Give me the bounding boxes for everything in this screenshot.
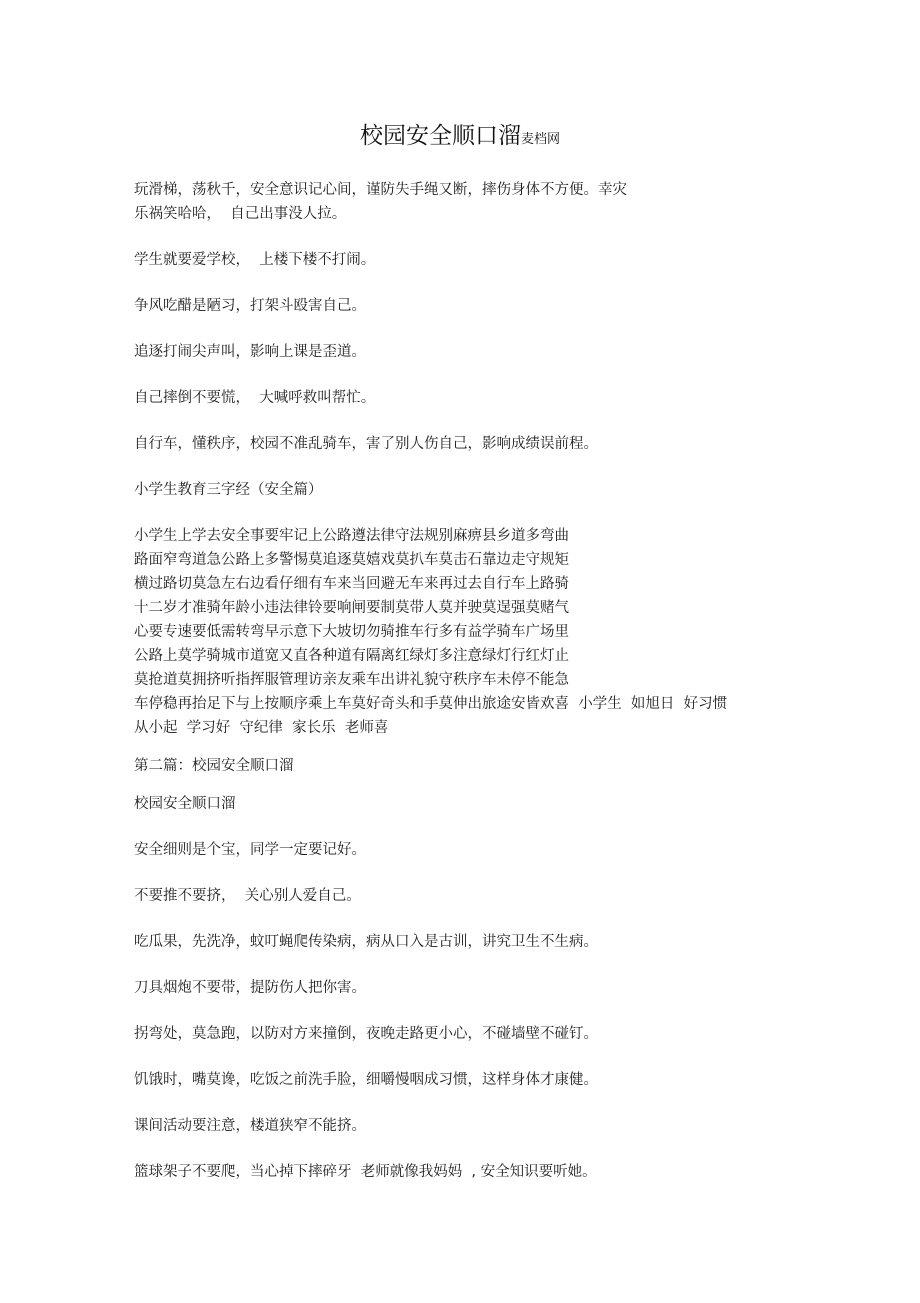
document-title	[0, 120, 920, 156]
paragraph-line: 横过路切莫急左右边看仔细有车来当回避无车来再过去自行车上路骑	[134, 576, 569, 592]
paragraph-line: 校园安全顺口溜	[134, 796, 236, 812]
section-heading: 第二篇：校园安全顺口溜	[134, 758, 294, 774]
paragraph-line: 乐祸笑哈哈， 自己出事没人拉。	[134, 206, 347, 222]
paragraph-line: 饥饿时，嘴莫谗，吃饭之前洗手脸，细嚼慢咽成习惯，这样身体才康健。	[134, 1072, 598, 1088]
title-text: 校园安全顺口溜	[359, 123, 521, 149]
paragraph-line: 路面窄弯道急公路上多警惕莫追逐莫嬉戏莫扒车莫击石靠边走守规矩	[134, 552, 569, 568]
paragraph-line: 不要推不要挤， 关心别人爱自己。	[134, 888, 361, 904]
paragraph-line: 小学生教育三字经（安全篇）	[134, 482, 323, 498]
title-suffix: 麦档网	[520, 132, 560, 147]
paragraph-line: 安全细则是个宝，同学一定要记好。	[134, 842, 366, 858]
paragraph-line: 追逐打闹尖声叫，影响上课是歪道。	[134, 344, 366, 360]
paragraph-line: 心要专速要低需转弯早示意下大坡切勿骑推车行多有益学骑车广场里	[134, 624, 569, 640]
paragraph-line: 吃瓜果，先洗净，蚊叮蝇爬传染病，病从口入是古训，讲究卫生不生病。	[134, 934, 598, 950]
paragraph-line: 莫抢道莫拥挤听指挥服管理访亲友乘车出讲礼貌守秩序车未停不能急	[134, 672, 569, 688]
paragraph-line: 刀具烟炮不要带，提防伤人把你害。	[134, 980, 366, 996]
paragraph-line: 自行车，懂秩序，校园不准乱骑车，害了别人伤自己，影响成绩误前程。	[134, 436, 598, 452]
paragraph-line: 篮球架子不要爬，当心掉下摔碎牙 老师就像我妈妈 , 安全知识要听她。	[134, 1164, 597, 1180]
paragraph-line: 学生就要爱学校， 上楼下楼不打闹。	[134, 252, 376, 268]
paragraph-line: 玩滑梯，荡秋千，安全意识记心间，谨防失手绳又断，摔伤身体不方便。幸灾	[134, 182, 627, 198]
document-body	[134, 178, 774, 1184]
paragraph-line: 公路上莫学骑城市道宽又直各种道有隔离红绿灯多注意绿灯行红灯止	[134, 648, 569, 664]
paragraph-line: 从小起 学习好 守纪律 家长乐 老师喜	[134, 720, 389, 736]
paragraph-line: 十二岁才准骑年龄小违法律铃要响闸要制莫带人莫并驶莫逞强莫赌气	[134, 600, 569, 616]
paragraph-line: 车停稳再抬足下与上按顺序乘上车莫好奇头和手莫伸出旅途安皆欢喜 小学生 如旭日 好习惯	[134, 696, 728, 712]
paragraph-line: 拐弯处，莫急跑，以防对方来撞倒，夜晚走路更小心，不碰墙壁不碰钉。	[134, 1026, 598, 1042]
paragraph-line: 自己摔倒不要慌， 大喊呼救叫帮忙。	[134, 390, 376, 406]
paragraph-line: 课间活动要注意，楼道狭窄不能挤。	[134, 1118, 366, 1134]
paragraph-line: 小学生上学去安全事要牢记上公路遵法律守法规别麻痹县乡道多弯曲	[134, 528, 569, 544]
paragraph-line: 争风吃醋是陋习，打架斗殴害自己。	[134, 298, 366, 314]
